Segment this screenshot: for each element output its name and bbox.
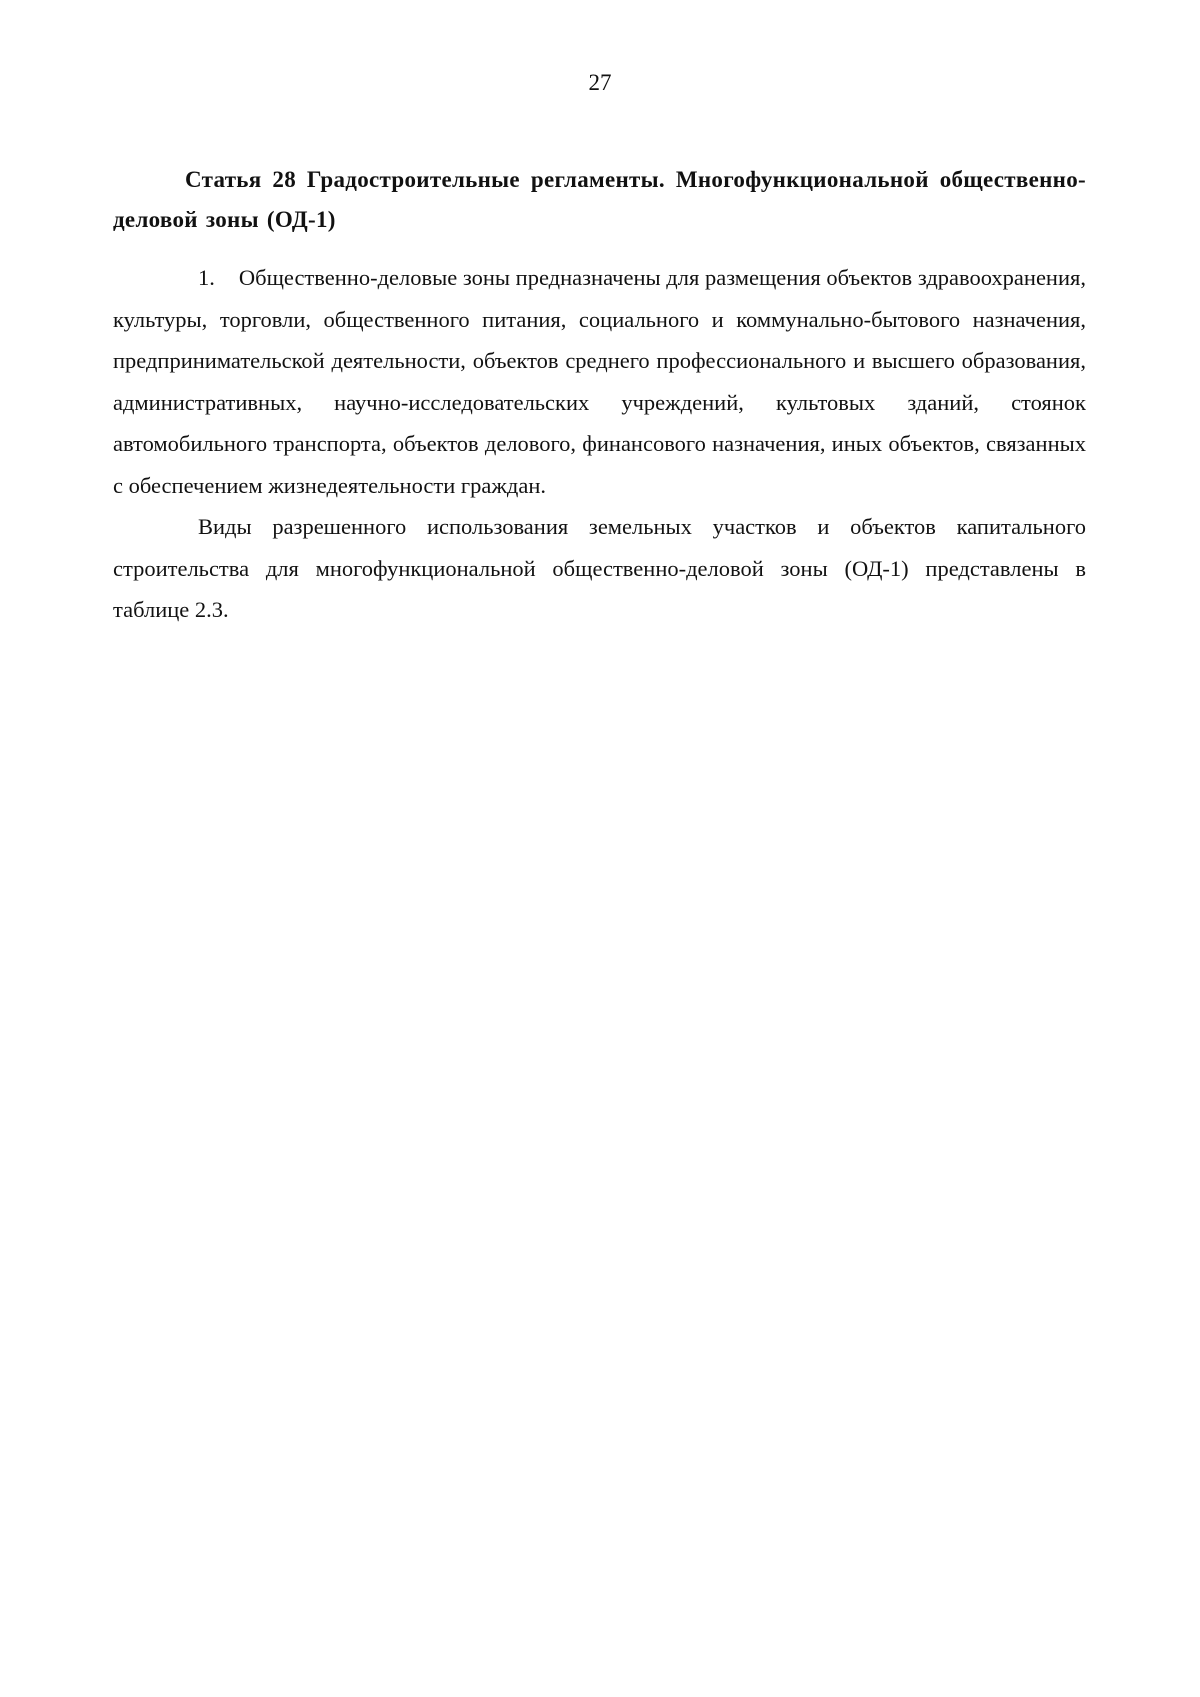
article-heading: Статья 28 Градостроительные регламенты. Многофункциональной общественно-деловой зоны (ОД-1) bbox=[113, 167, 1086, 232]
page-number: 27 bbox=[588, 70, 612, 95]
paragraph-2: Виды разрешенного использования земельных участков и объектов капитального строительства для многофункциональной общественно-деловой зоны (ОД-1) представлены в таблице 2.3. bbox=[113, 514, 1086, 622]
paragraph-1-text: Общественно-деловые зоны предназначены для размещения объектов здравоохранения, культуры, торговли, общественного питания, социального и коммунально-бытового назначения, предпринимательской деятельности, объектов среднего профессионального и высшего образования, административных, научно-исследовательских учреждений, культовых зданий, стоянок автомобильного транспорта, объектов делового, финансового назначения, иных объектов, связанных с обеспечением жизнедеятельности граждан. bbox=[113, 265, 1086, 498]
paragraph-1 bbox=[113, 257, 1086, 506]
paragraph-1-number: 1. bbox=[198, 265, 215, 290]
article-body bbox=[113, 160, 1086, 631]
